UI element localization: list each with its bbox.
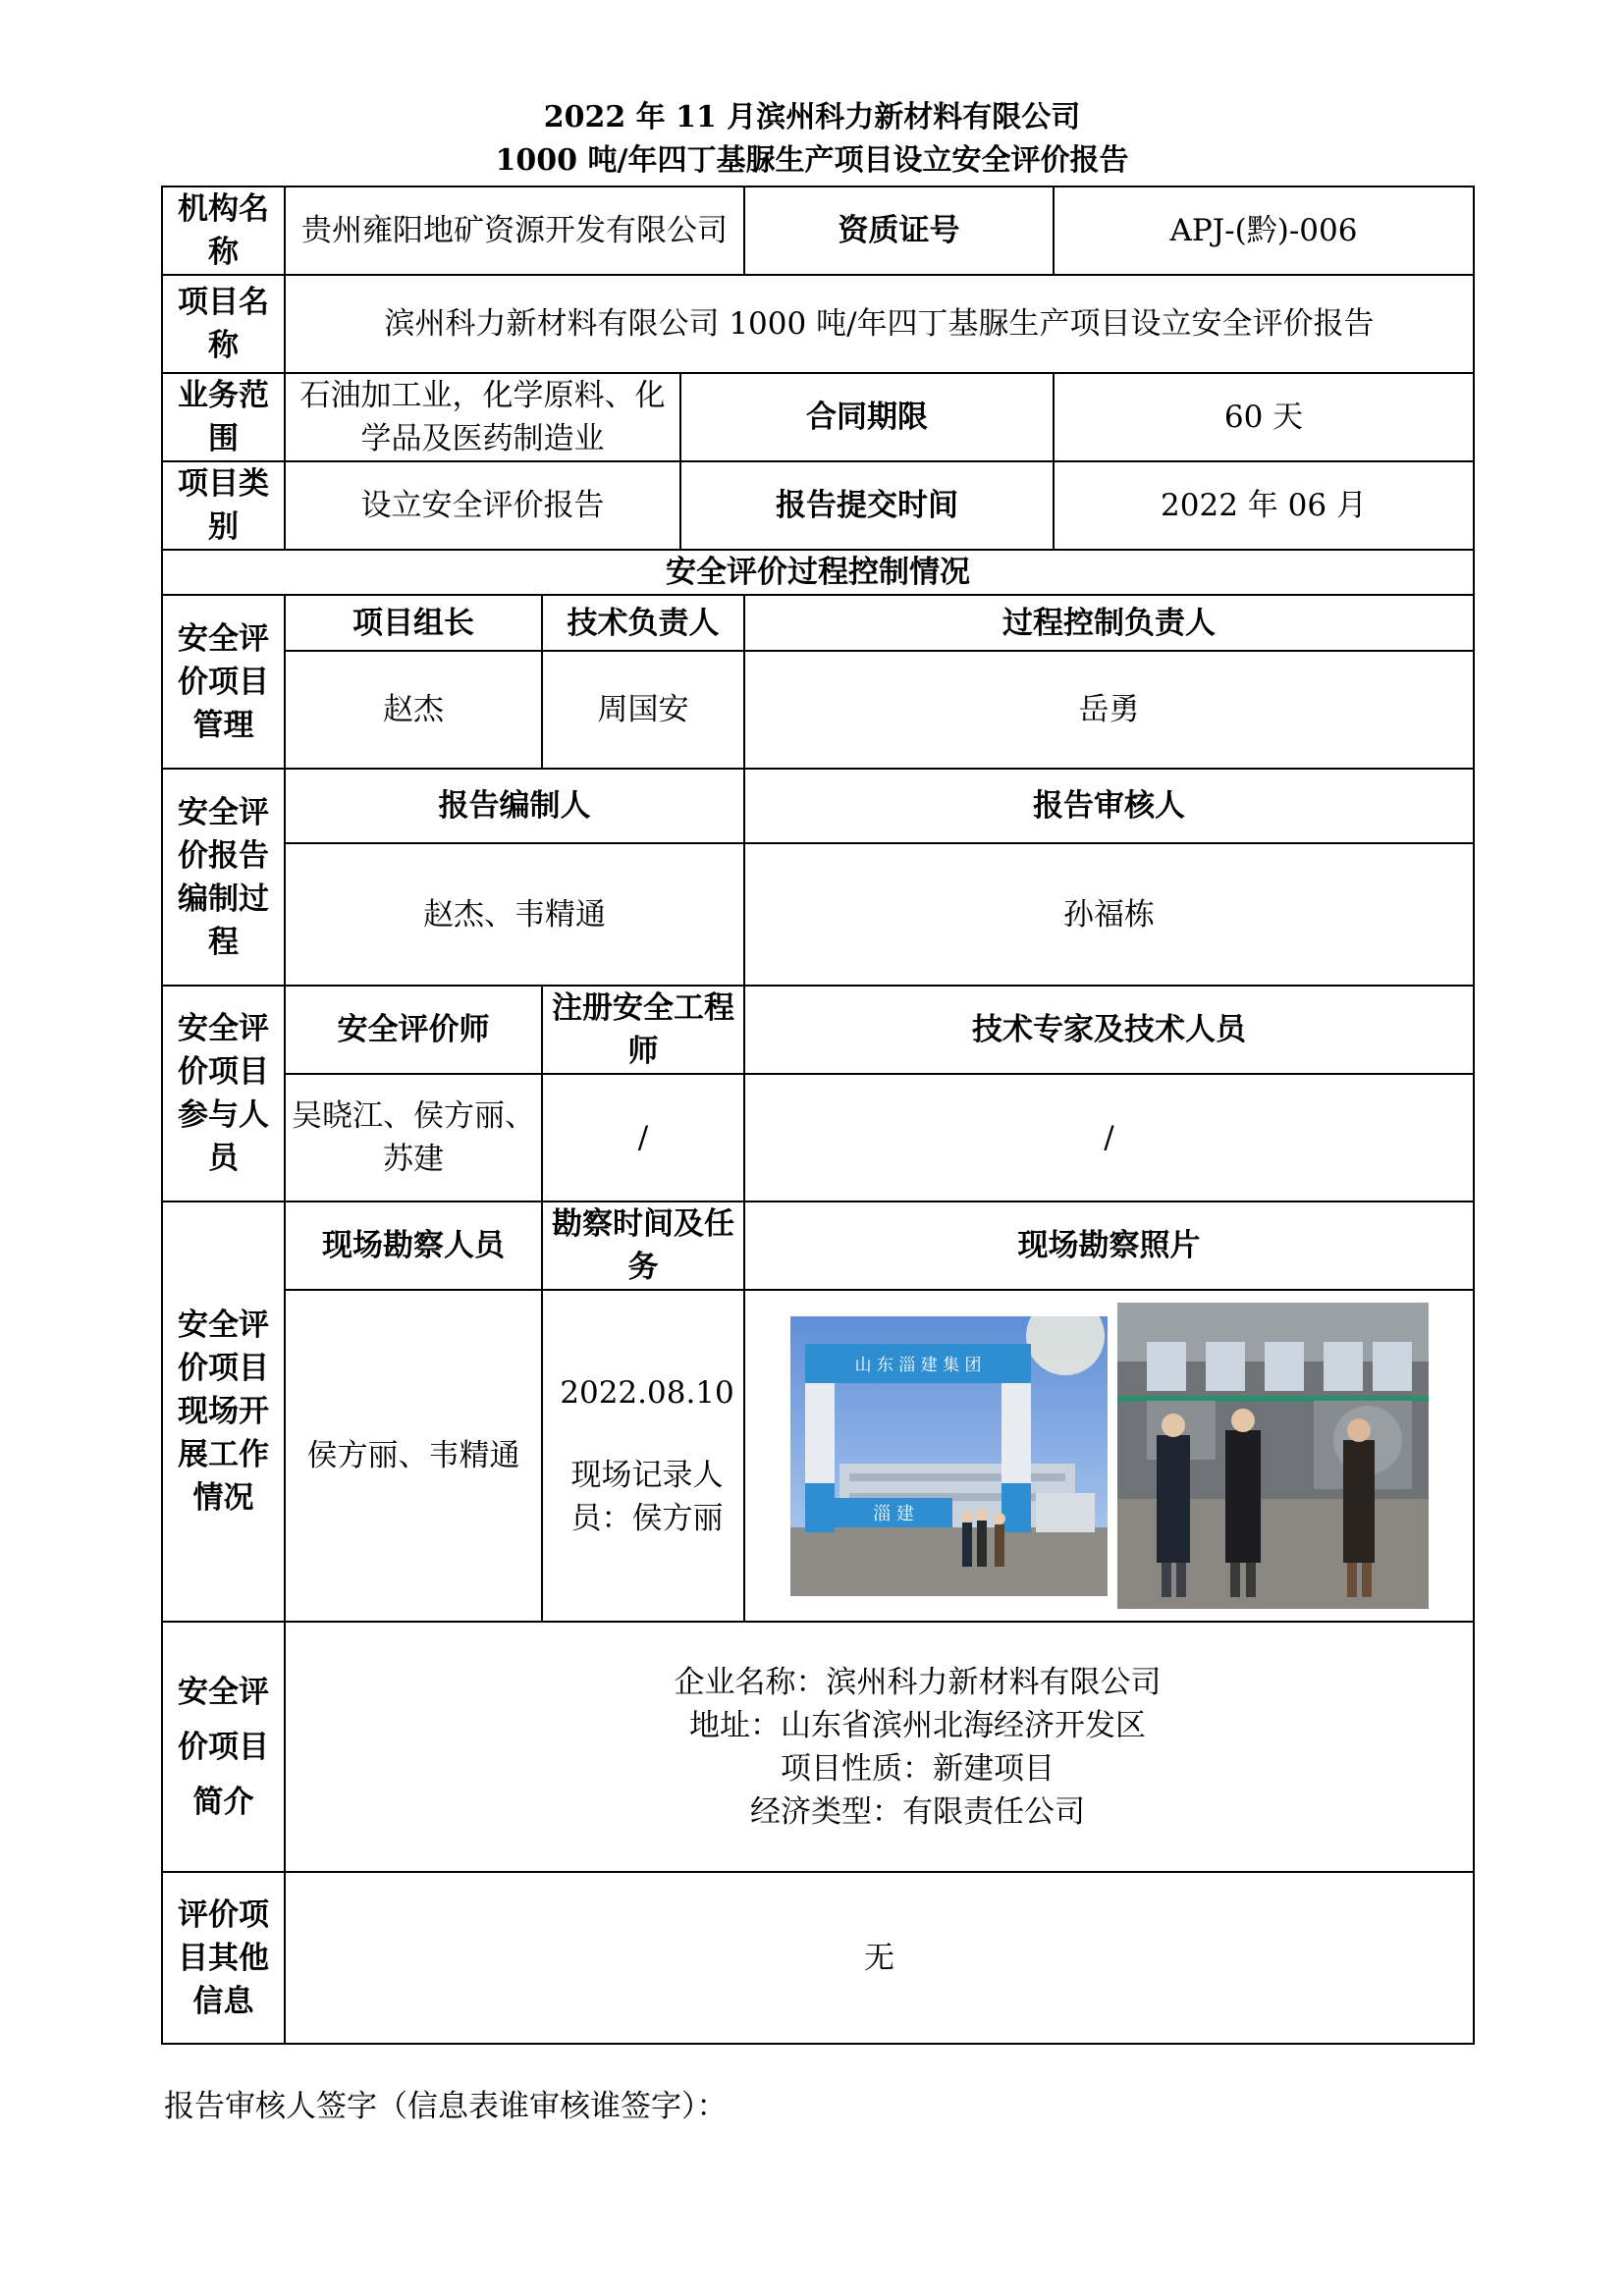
process-heading: 安全评价过程控制情况 bbox=[162, 550, 1474, 595]
site-photo-workshop bbox=[1117, 1303, 1429, 1609]
contract-label: 合同期限 bbox=[680, 373, 1054, 461]
photo-sign-top: 山 东 淄 建 集 团 bbox=[853, 1355, 982, 1375]
intro-nature: 项目性质：新建项目 bbox=[781, 1750, 1055, 1787]
participants-value-experts: / bbox=[744, 1074, 1474, 1201]
mgmt-label: 安全评价项目管理 bbox=[162, 595, 285, 769]
other-label: 评价项目其他信息 bbox=[162, 1872, 285, 2044]
site-value-time bbox=[542, 1290, 744, 1622]
intro-label: 安全评价项目简介 bbox=[162, 1622, 285, 1872]
site-photo-gate bbox=[790, 1316, 1108, 1596]
intro-content bbox=[285, 1622, 1474, 1872]
cert-label: 资质证号 bbox=[744, 187, 1054, 275]
mgmt-header-leader: 项目组长 bbox=[285, 595, 542, 651]
mgmt-header-tech: 技术负责人 bbox=[542, 595, 744, 651]
info-table bbox=[161, 186, 1475, 2045]
report-header-reviewer: 报告审核人 bbox=[744, 769, 1474, 843]
report-header-author: 报告编制人 bbox=[285, 769, 744, 843]
participants-value-engineer: / bbox=[542, 1074, 744, 1201]
org-label: 机构名称 bbox=[162, 187, 285, 275]
photo-sign-gate: 淄 建 bbox=[872, 1503, 914, 1524]
site-header-time: 勘察时间及任务 bbox=[542, 1201, 744, 1290]
report-value-reviewer: 孙福栋 bbox=[744, 843, 1474, 986]
other-value: 无 bbox=[285, 1872, 1474, 2044]
reviewer-signature-line: 报告审核人签字（信息表谁审核谁签字）： bbox=[164, 2089, 728, 2124]
site-date: 2022.08.10 bbox=[560, 1375, 734, 1411]
intro-company: 企业名称：滨州科力新材料有限公司 bbox=[674, 1664, 1162, 1700]
participants-label: 安全评价项目参与人员 bbox=[162, 986, 285, 1201]
document-title-line2: 1000 吨/年四丁基脲生产项目设立安全评价报告 bbox=[495, 143, 1129, 178]
intro-address: 地址：山东省滨州北海经济开发区 bbox=[689, 1707, 1146, 1743]
submit-label: 报告提交时间 bbox=[680, 461, 1054, 550]
scope-value: 石油加工业，化学原料、化学品及医药制造业 bbox=[285, 373, 680, 461]
mgmt-value-control: 岳勇 bbox=[744, 651, 1474, 769]
category-label: 项目类别 bbox=[162, 461, 285, 550]
intro-economy: 经济类型：有限责任公司 bbox=[750, 1793, 1085, 1830]
document-title-line1: 2022 年 11 月滨州科力新材料有限公司 bbox=[543, 100, 1081, 134]
mgmt-header-control: 过程控制负责人 bbox=[744, 595, 1474, 651]
site-label: 安全评价项目现场开展工作情况 bbox=[162, 1201, 285, 1622]
report-value-author: 赵杰、韦精通 bbox=[285, 843, 744, 986]
scope-label: 业务范围 bbox=[162, 373, 285, 461]
participants-header-evaluator: 安全评价师 bbox=[285, 986, 542, 1074]
site-header-photos: 现场勘察照片 bbox=[744, 1201, 1474, 1290]
site-task: 现场记录人员：侯方丽 bbox=[570, 1458, 724, 1536]
project-label: 项目名称 bbox=[162, 275, 285, 373]
contract-value: 60 天 bbox=[1054, 373, 1474, 461]
participants-value-evaluator: 吴晓江、侯方丽、苏建 bbox=[285, 1074, 542, 1201]
participants-header-engineer: 注册安全工程师 bbox=[542, 986, 744, 1074]
cert-value: APJ-(黔)-006 bbox=[1054, 187, 1474, 275]
submit-value: 2022 年 06 月 bbox=[1054, 461, 1474, 550]
project-value: 滨州科力新材料有限公司 1000 吨/年四丁基脲生产项目设立安全评价报告 bbox=[285, 275, 1474, 373]
mgmt-value-tech: 周国安 bbox=[542, 651, 744, 769]
participants-header-experts: 技术专家及技术人员 bbox=[744, 986, 1474, 1074]
site-photos-cell bbox=[744, 1290, 1474, 1622]
mgmt-value-leader: 赵杰 bbox=[285, 651, 542, 769]
report-label: 安全评价报告编制过程 bbox=[162, 769, 285, 986]
site-value-people: 侯方丽、韦精通 bbox=[285, 1290, 542, 1622]
site-header-people: 现场勘察人员 bbox=[285, 1201, 542, 1290]
category-value: 设立安全评价报告 bbox=[285, 461, 680, 550]
org-value: 贵州雍阳地矿资源开发有限公司 bbox=[285, 187, 744, 275]
